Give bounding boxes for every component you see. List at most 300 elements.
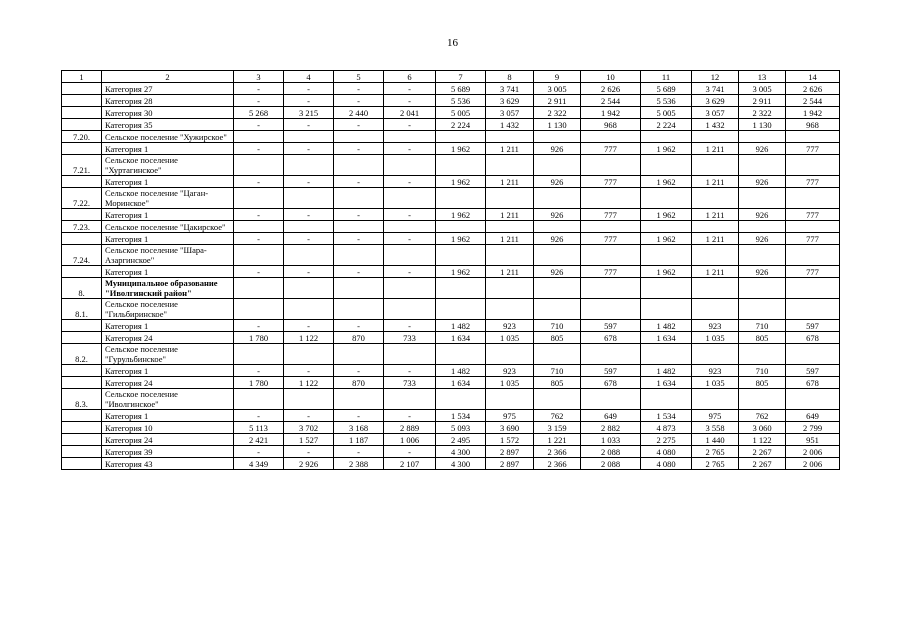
value-cell: 1 221 [534,434,581,446]
header-cell: 3 [234,71,284,83]
row-name: Категория 24 [102,332,234,344]
value-cell: 1 962 [436,266,486,278]
value-cell [739,155,786,176]
row-number [62,332,102,344]
value-cell [641,221,692,233]
value-cell: 923 [692,365,739,377]
value-cell: - [334,365,384,377]
row-number [62,446,102,458]
value-cell [234,299,284,320]
value-cell: 2 765 [692,446,739,458]
value-cell [334,344,384,365]
value-cell: 1 780 [234,332,284,344]
table-row [62,245,840,266]
value-cell [384,221,436,233]
row-name: Категория 24 [102,377,234,389]
value-cell: 2 897 [486,446,534,458]
value-cell: 3 005 [534,83,581,95]
value-cell: 3 741 [692,83,739,95]
value-cell: - [384,266,436,278]
value-cell: - [284,119,334,131]
row-name: Сельское поселение "Цакирское" [102,221,234,233]
value-cell [234,245,284,266]
table-row [62,332,840,344]
value-cell: - [334,176,384,188]
value-cell [739,245,786,266]
row-name: Категория 27 [102,83,234,95]
value-cell: 5 536 [641,95,692,107]
row-number [62,422,102,434]
table-row [62,188,840,209]
value-cell [436,245,486,266]
value-cell [234,278,284,299]
row-number [62,176,102,188]
value-cell [334,245,384,266]
value-cell: 3 159 [534,422,581,434]
value-cell [384,245,436,266]
value-cell: - [234,176,284,188]
value-cell [692,278,739,299]
value-cell: - [384,119,436,131]
value-cell [436,278,486,299]
value-cell: 923 [692,320,739,332]
row-number [62,320,102,332]
value-cell: - [234,233,284,245]
value-cell: 2 366 [534,458,581,470]
value-cell: 1 527 [284,434,334,446]
value-cell [581,344,641,365]
value-cell: 2 322 [739,107,786,119]
value-cell: 5 005 [436,107,486,119]
value-cell [284,278,334,299]
row-name: Категория 1 [102,233,234,245]
value-cell [786,278,840,299]
value-cell: - [334,410,384,422]
row-name: Категория 1 [102,365,234,377]
value-cell: 1 634 [641,377,692,389]
value-cell: 1 962 [436,176,486,188]
value-cell: 777 [786,143,840,155]
value-cell: 2 088 [581,458,641,470]
value-cell: 1 211 [692,143,739,155]
value-cell [334,299,384,320]
value-cell [692,344,739,365]
row-name: Сельское поселение "Гильбиринское" [102,299,234,320]
value-cell: - [284,320,334,332]
row-name: Сельское поселение "Гурульбинское" [102,344,234,365]
value-cell: - [284,410,334,422]
row-number [62,458,102,470]
value-cell [334,131,384,143]
value-cell: 777 [786,233,840,245]
value-cell: 1 572 [486,434,534,446]
page-number: 16 [447,37,458,49]
header-cell: 7 [436,71,486,83]
value-cell [486,155,534,176]
value-cell: 1 962 [641,233,692,245]
row-number: 7.20. [62,131,102,143]
value-cell: 2 440 [334,107,384,119]
value-cell [786,389,840,410]
row-number [62,95,102,107]
value-cell: 678 [581,377,641,389]
value-cell: 4 080 [641,458,692,470]
value-cell: 3 060 [739,422,786,434]
value-cell [284,344,334,365]
value-cell [786,344,840,365]
table-row [62,458,840,470]
value-cell: 678 [786,332,840,344]
table-row [62,377,840,389]
table-row [62,107,840,119]
table-row [62,119,840,131]
value-cell [581,155,641,176]
value-cell: 2 421 [234,434,284,446]
value-cell [739,188,786,209]
header-row [62,71,840,83]
row-name: Сельское поселение "Цаган-Моринское" [102,188,234,209]
table-row [62,299,840,320]
value-cell: 4 349 [234,458,284,470]
value-cell: - [334,83,384,95]
row-number: 8.3. [62,389,102,410]
value-cell [581,389,641,410]
value-cell [581,221,641,233]
value-cell: - [284,209,334,221]
table-body [62,71,840,470]
value-cell: 2 006 [786,458,840,470]
value-cell: 1 211 [692,176,739,188]
value-cell: 710 [534,365,581,377]
value-cell: - [284,83,334,95]
value-cell: 1 440 [692,434,739,446]
row-number [62,119,102,131]
value-cell: 1 122 [284,377,334,389]
value-cell: - [384,176,436,188]
value-cell [641,188,692,209]
value-cell: 1 634 [436,377,486,389]
value-cell: 678 [786,377,840,389]
value-cell [384,344,436,365]
value-cell [284,188,334,209]
value-cell: 2 882 [581,422,641,434]
value-cell: 5 093 [436,422,486,434]
value-cell: - [234,95,284,107]
value-cell [534,131,581,143]
value-cell: 3 702 [284,422,334,434]
value-cell [436,221,486,233]
value-cell [284,131,334,143]
value-cell [534,245,581,266]
value-cell [486,389,534,410]
row-name: Сельское поселение "Шара-Азаргинское" [102,245,234,266]
value-cell [436,299,486,320]
value-cell: 3 215 [284,107,334,119]
value-cell: 5 005 [641,107,692,119]
value-cell [581,188,641,209]
value-cell [534,278,581,299]
value-cell [384,155,436,176]
value-cell: - [284,176,334,188]
value-cell: 710 [739,320,786,332]
row-name: Категория 28 [102,95,234,107]
tariff-table [61,70,840,470]
value-cell: 649 [581,410,641,422]
table-row [62,209,840,221]
row-number [62,434,102,446]
value-cell: - [334,95,384,107]
value-cell [641,245,692,266]
value-cell: 1 035 [692,377,739,389]
value-cell: 3 005 [739,83,786,95]
table-row [62,95,840,107]
value-cell [534,344,581,365]
row-name: Категория 1 [102,143,234,155]
value-cell [739,299,786,320]
value-cell: 1 962 [641,143,692,155]
value-cell: 1 211 [692,233,739,245]
table-row [62,221,840,233]
value-cell: 3 168 [334,422,384,434]
value-cell: 926 [739,266,786,278]
value-cell [284,299,334,320]
value-cell [692,155,739,176]
value-cell: 597 [786,320,840,332]
value-cell: - [234,320,284,332]
value-cell: 2 322 [534,107,581,119]
table-row [62,155,840,176]
value-cell: 926 [534,143,581,155]
value-cell: 1 482 [641,320,692,332]
value-cell: - [384,143,436,155]
value-cell: 2 544 [581,95,641,107]
value-cell [739,389,786,410]
value-cell [534,221,581,233]
value-cell: 2 626 [786,83,840,95]
value-cell [534,389,581,410]
value-cell: 1 033 [581,434,641,446]
value-cell: 2 897 [486,458,534,470]
value-cell: 926 [739,209,786,221]
row-number: 8. [62,278,102,299]
value-cell: - [384,446,436,458]
table-row [62,83,840,95]
value-cell: 1 035 [486,332,534,344]
value-cell: - [284,233,334,245]
value-cell [534,299,581,320]
value-cell [641,131,692,143]
value-cell: 762 [739,410,786,422]
header-cell: 11 [641,71,692,83]
header-cell: 9 [534,71,581,83]
value-cell: - [384,320,436,332]
value-cell: 926 [739,143,786,155]
value-cell: 1 211 [486,233,534,245]
value-cell: 597 [581,320,641,332]
value-cell: 2 911 [534,95,581,107]
value-cell: 4 873 [641,422,692,434]
value-cell: 926 [739,176,786,188]
table-row [62,131,840,143]
table-row [62,389,840,410]
row-name: Категория 1 [102,176,234,188]
value-cell [786,221,840,233]
row-number [62,365,102,377]
value-cell: 1 211 [486,176,534,188]
header-cell: 6 [384,71,436,83]
value-cell [581,278,641,299]
value-cell: - [384,410,436,422]
value-cell [384,278,436,299]
value-cell: 2 088 [581,446,641,458]
value-cell [486,188,534,209]
value-cell: - [334,320,384,332]
value-cell: 1 432 [692,119,739,131]
value-cell: 3 629 [692,95,739,107]
value-cell: 3 690 [486,422,534,434]
value-cell: 3 057 [486,107,534,119]
value-cell: 777 [786,266,840,278]
row-name: Категория 1 [102,209,234,221]
value-cell: 975 [692,410,739,422]
value-cell: 805 [534,377,581,389]
row-number [62,266,102,278]
row-number: 8.2. [62,344,102,365]
value-cell: 926 [534,266,581,278]
value-cell [786,155,840,176]
value-cell [234,344,284,365]
value-cell [486,299,534,320]
row-name: Сельское поселение "Иволгинское" [102,389,234,410]
row-number [62,143,102,155]
value-cell: 1 534 [641,410,692,422]
value-cell [692,221,739,233]
value-cell: - [334,446,384,458]
value-cell: - [334,209,384,221]
value-cell [692,188,739,209]
value-cell [334,389,384,410]
header-cell: 4 [284,71,334,83]
table-row [62,320,840,332]
value-cell: 1 035 [692,332,739,344]
row-number [62,107,102,119]
value-cell: 733 [384,332,436,344]
value-cell: - [284,95,334,107]
value-cell: - [234,209,284,221]
value-cell [486,221,534,233]
value-cell: 4 300 [436,446,486,458]
value-cell: - [234,410,284,422]
value-cell: 678 [581,332,641,344]
value-cell [739,221,786,233]
value-cell: 1 211 [486,143,534,155]
value-cell [581,245,641,266]
row-name: Категория 30 [102,107,234,119]
value-cell: 2 765 [692,458,739,470]
row-name: Категория 1 [102,410,234,422]
value-cell [284,389,334,410]
value-cell: 2 224 [436,119,486,131]
value-cell [641,155,692,176]
row-name: Категория 1 [102,266,234,278]
value-cell [692,131,739,143]
value-cell [641,278,692,299]
row-number: 7.23. [62,221,102,233]
value-cell: 2 388 [334,458,384,470]
value-cell: 805 [534,332,581,344]
value-cell [334,278,384,299]
row-name: Сельское поселение "Хужирское" [102,131,234,143]
value-cell: 777 [581,143,641,155]
value-cell: 1 962 [436,143,486,155]
value-cell: 3 741 [486,83,534,95]
value-cell [641,344,692,365]
value-cell: 1 035 [486,377,534,389]
value-cell: 777 [786,176,840,188]
value-cell: 5 268 [234,107,284,119]
value-cell: 1 130 [739,119,786,131]
value-cell: 805 [739,332,786,344]
value-cell: - [234,446,284,458]
value-cell: 1 130 [534,119,581,131]
row-number: 7.22. [62,188,102,209]
value-cell [234,131,284,143]
table-row [62,446,840,458]
row-number [62,377,102,389]
value-cell: - [334,266,384,278]
value-cell: 777 [581,176,641,188]
row-number [62,233,102,245]
value-cell: 2 544 [786,95,840,107]
table-row [62,422,840,434]
value-cell: - [384,83,436,95]
value-cell: - [284,446,334,458]
value-cell: 5 689 [641,83,692,95]
value-cell: 2 495 [436,434,486,446]
header-cell: 13 [739,71,786,83]
value-cell: - [234,143,284,155]
value-cell: - [284,365,334,377]
value-cell: 733 [384,377,436,389]
value-cell: 2 006 [786,446,840,458]
header-cell: 1 [62,71,102,83]
row-name: Категория 1 [102,320,234,332]
row-number: 8.1. [62,299,102,320]
value-cell [284,155,334,176]
value-cell: 1 634 [436,332,486,344]
value-cell [486,278,534,299]
value-cell: 777 [581,233,641,245]
value-cell [234,155,284,176]
table-row [62,143,840,155]
value-cell [641,389,692,410]
value-cell: 923 [486,365,534,377]
value-cell [234,221,284,233]
row-name: Категория 10 [102,422,234,434]
value-cell [786,131,840,143]
value-cell [234,188,284,209]
value-cell [436,131,486,143]
value-cell: 926 [534,209,581,221]
value-cell [486,344,534,365]
value-cell: 870 [334,332,384,344]
value-cell [486,131,534,143]
value-cell: 2 107 [384,458,436,470]
value-cell [786,299,840,320]
value-cell [739,344,786,365]
value-cell: 777 [581,266,641,278]
value-cell: 870 [334,377,384,389]
